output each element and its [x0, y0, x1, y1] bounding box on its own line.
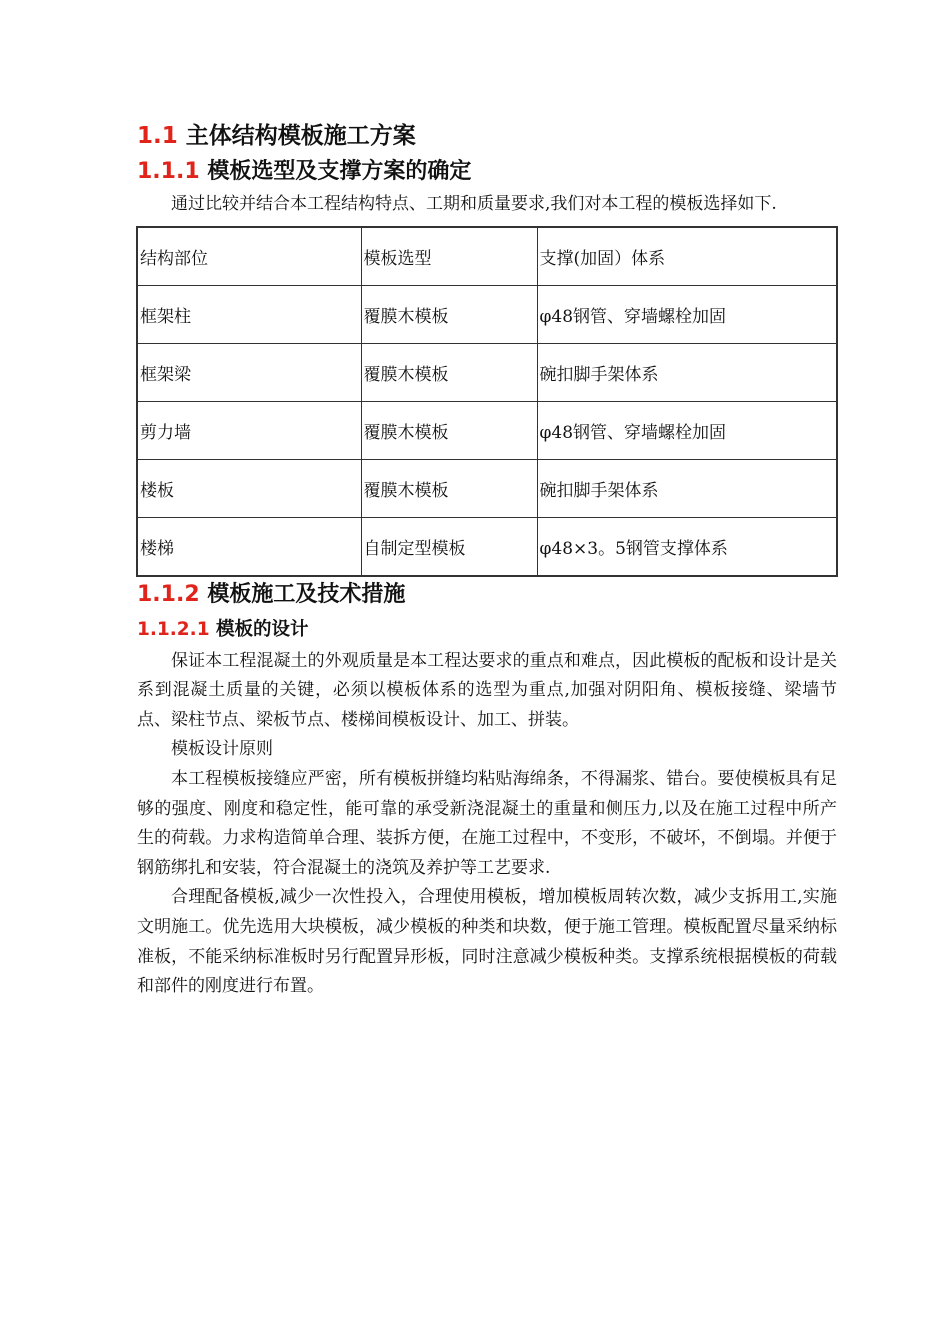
- table-cell: 框架柱: [137, 285, 361, 343]
- table-cell: 自制定型模板: [361, 517, 537, 576]
- table-cell: 碗扣脚手架体系: [537, 459, 837, 517]
- table-cell: 覆膜木模板: [361, 459, 537, 517]
- heading-1-1: [137, 118, 837, 154]
- table-cell: 覆膜木模板: [361, 401, 537, 459]
- table-cell: 覆膜木模板: [361, 343, 537, 401]
- intro-paragraph: 通过比较并结合本工程结构特点、工期和质量要求,我们对本工程的模板选择如下.: [171, 194, 777, 214]
- table-cell: 碗扣脚手架体系: [537, 343, 837, 401]
- formwork-table: [136, 226, 838, 577]
- body-paragraph: 保证本工程混凝土的外观质量是本工程达要求的重点和难点，因此模板的配板和设计是关系到混凝土质量的关键，必须以模板体系的选型为重点,加强对阴阳角、模板接缝、梁墙节点、梁柱节点、梁板节点、楼梯间模板设计、加工、拼装。: [137, 650, 837, 730]
- table-cell: 覆膜木模板: [361, 285, 537, 343]
- heading-1-1-2: [137, 577, 837, 613]
- table-cell: φ48×3。5钢管支撑体系: [537, 517, 837, 576]
- heading-1-1-2-1: [137, 613, 837, 647]
- document-page: [137, 118, 837, 1002]
- table-cell: φ48钢管、穿墙螺栓加固: [537, 285, 837, 343]
- table-cell: 楼板: [137, 459, 361, 517]
- table-cell: φ48钢管、穿墙螺栓加固: [537, 401, 837, 459]
- heading-number: 1.1.2: [137, 581, 200, 607]
- heading-title: 模板选型及支撑方案的确定: [207, 159, 472, 184]
- table-row: [137, 343, 837, 401]
- table-header-cell: 模板选型: [361, 227, 537, 286]
- table-header-row: [137, 227, 837, 286]
- table-header-cell: 结构部位: [137, 227, 361, 286]
- table-row: [137, 285, 837, 343]
- table-row: [137, 517, 837, 576]
- heading-number: 1.1.2.1: [137, 618, 210, 640]
- body-paragraph: 合理配备模板,减少一次性投入，合理使用模板，增加模板周转次数，减少支拆用工,实施文明施工。优先选用大块模板，减少模板的种类和块数，便于施工管理。模板配置尽量采纳标准板，不能采纳标准板时另行配置异形板，同时注意减少模板种类。支撑系统根据模板的荷载和部件的刚度进行布置。: [137, 887, 837, 997]
- heading-title: 模板的设计: [216, 618, 309, 640]
- table-cell: 剪力墙: [137, 401, 361, 459]
- heading-title: 主体结构模板施工方案: [185, 123, 416, 149]
- table-cell: 框架梁: [137, 343, 361, 401]
- heading-number: 1.1: [137, 123, 178, 149]
- table-row: [137, 459, 837, 517]
- body-paragraph: 本工程模板接缝应严密，所有模板拼缝均粘贴海绵条，不得漏浆、错台。要使模板具有足够的强度、刚度和稳定性，能可靠的承受新浇混凝土的重量和侧压力,以及在施工过程中所产生的荷载。力求构造简单合理、装拆方便，在施工过程中，不变形，不破坏，不倒塌。并便于钢筋绑扎和安装，符合混凝土的浇筑及养护等工艺要求.: [137, 768, 837, 878]
- subheading-paragraph: 模板设计原则: [171, 739, 273, 760]
- table-cell: 楼梯: [137, 517, 361, 576]
- heading-title: 模板施工及技术措施: [207, 581, 406, 607]
- heading-number: 1.1.1: [137, 159, 200, 184]
- heading-1-1-1: [137, 154, 837, 190]
- table-header-cell: 支撑(加固）体系: [537, 227, 837, 286]
- table-row: [137, 401, 837, 459]
